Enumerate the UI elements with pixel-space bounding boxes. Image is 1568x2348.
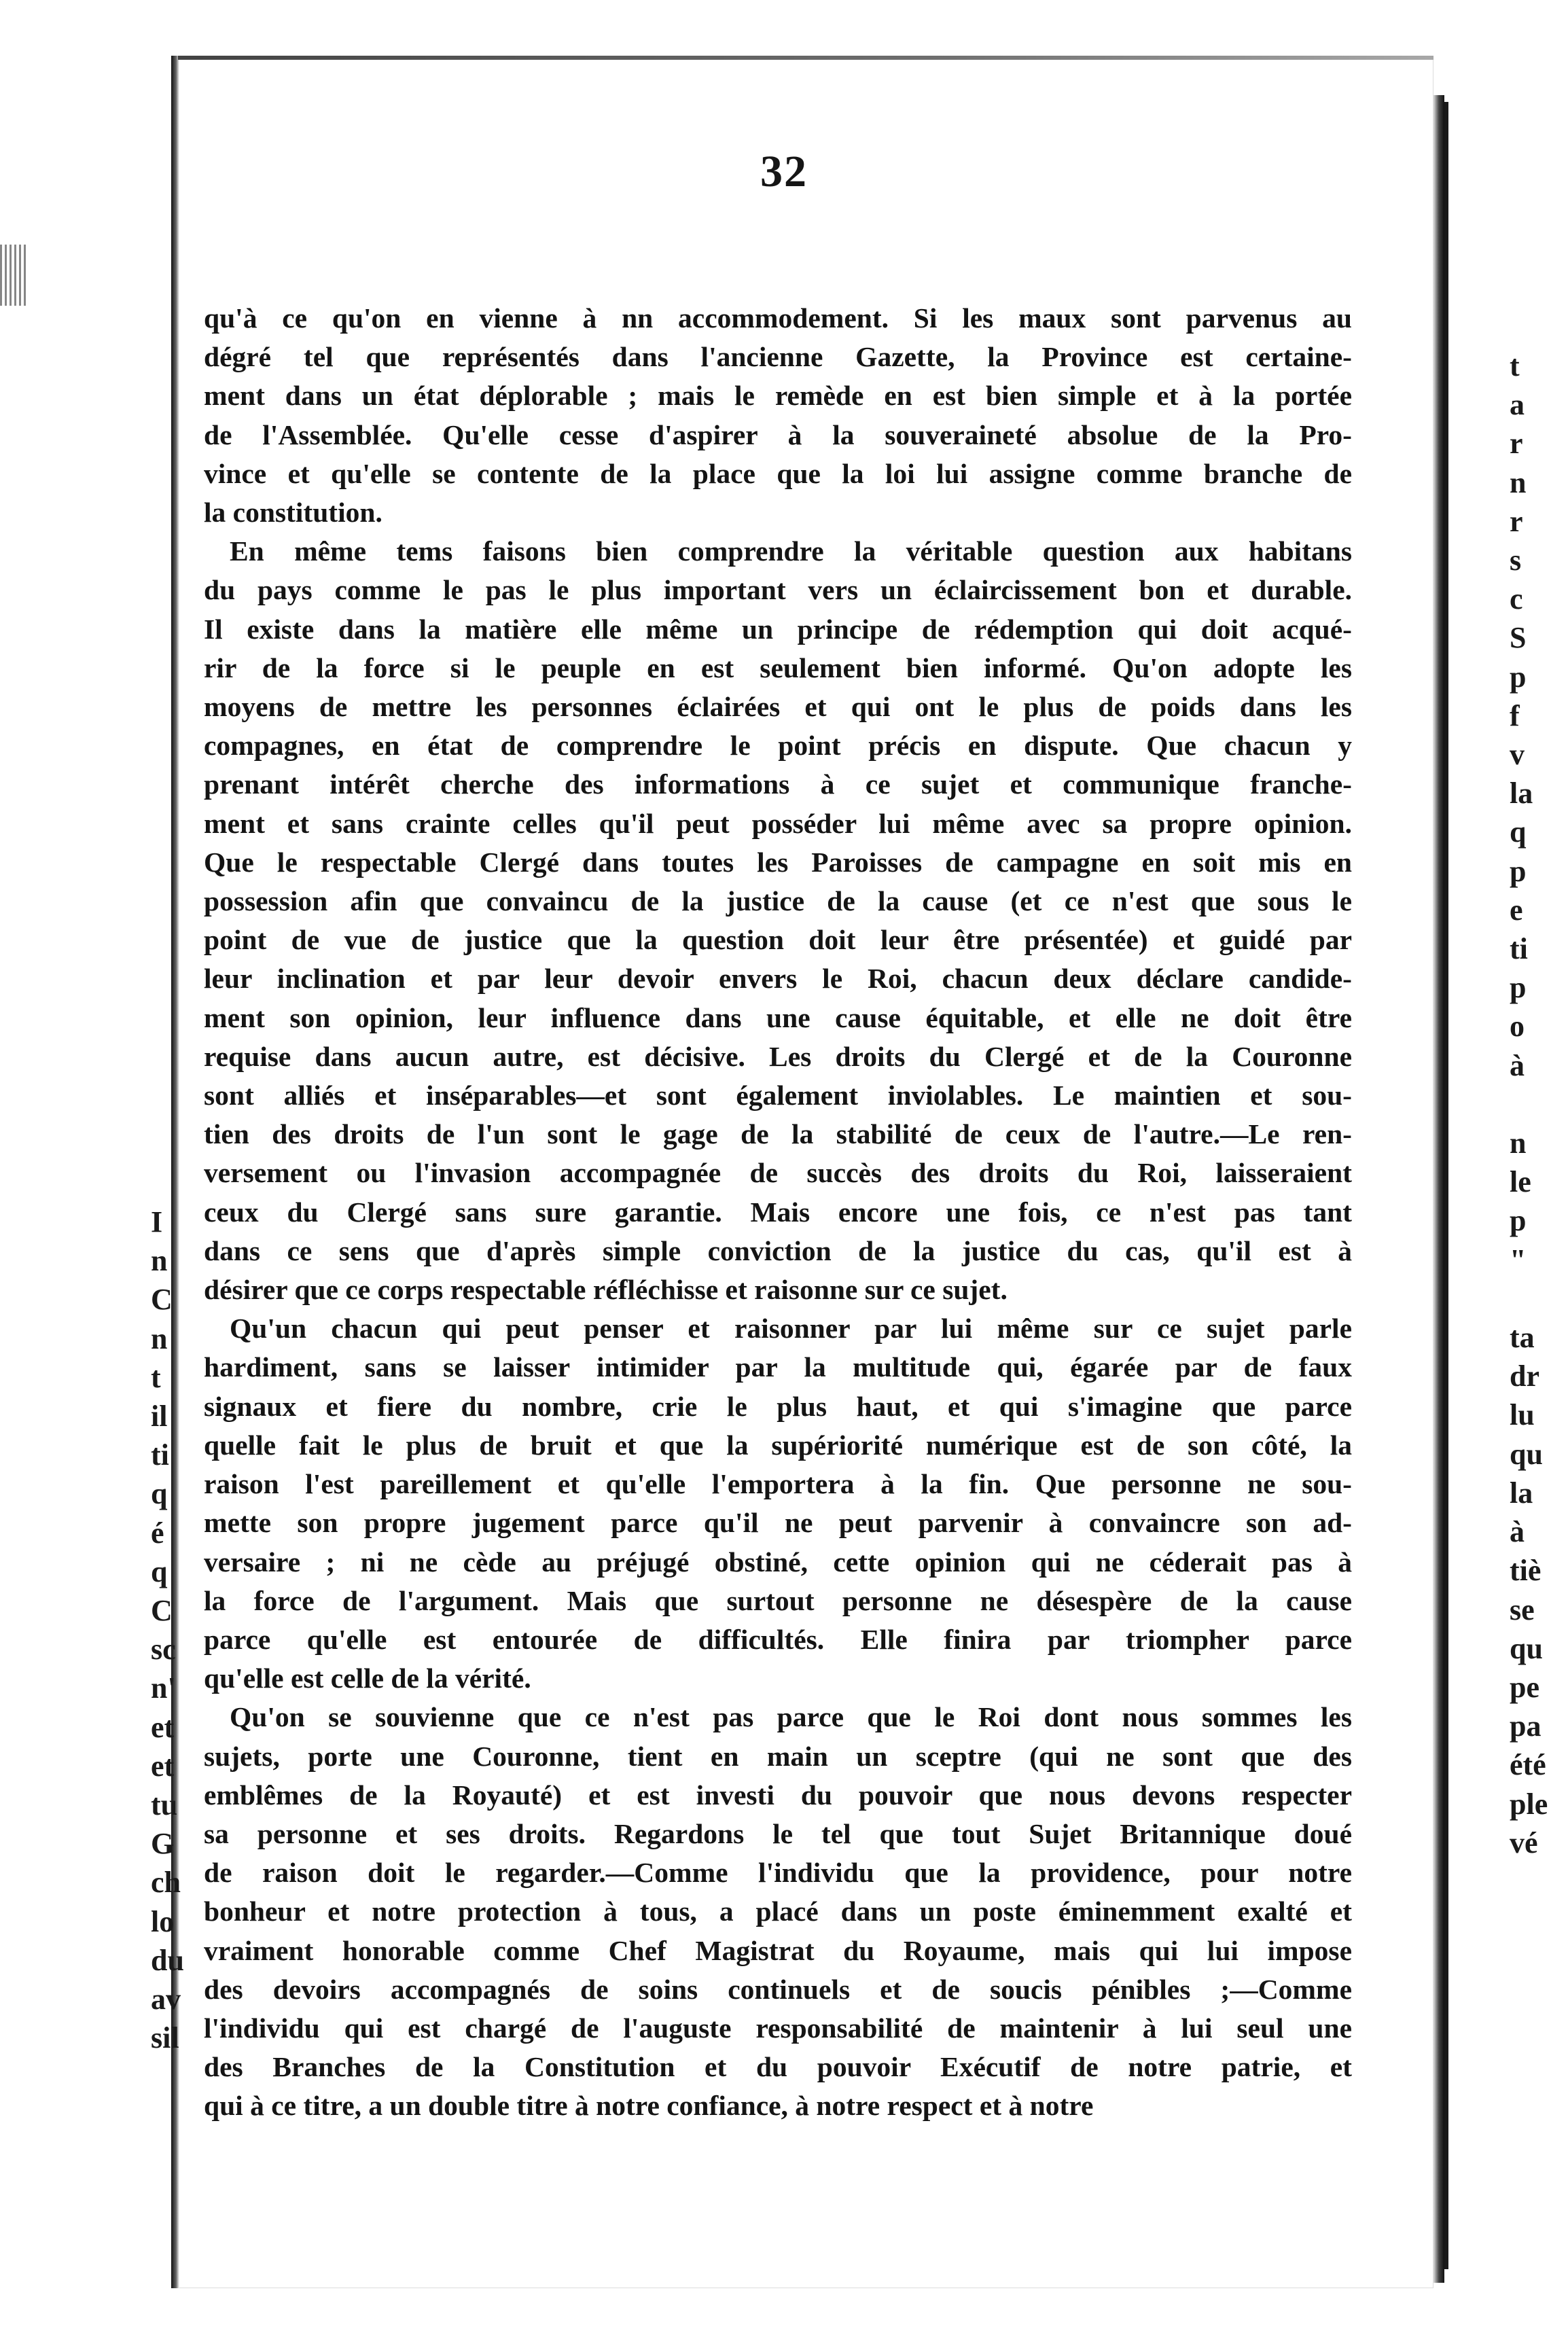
text-line: moyens de mettre les personnes éclairées et qui ont le plus de poids dans les xyxy=(204,691,1352,723)
text-line: ceux du Clergé sans sure garantie. Mais encore une fois, ce n'est pas tant xyxy=(204,1196,1352,1228)
text-line: tien des droits de l'un sont le gage de la stabilité de ceux de l'autre.—Le ren- xyxy=(204,1118,1352,1150)
text-line: versaire ; ni ne cède au préjugé obstiné, cette opinion qui ne céderait pas à xyxy=(204,1546,1352,1578)
text-line: la constitution. xyxy=(204,497,382,529)
text-line: signaux et fiere du nombre, crie le plus haut, et qui s'imagine que parce xyxy=(204,1390,1352,1422)
text-line: sujets, porte une Couronne, tient en main un sceptre (qui ne sont que des xyxy=(204,1740,1352,1772)
text-line: quelle fait le plus de bruit et que la supériorité numérique est de son côté, la xyxy=(204,1429,1352,1461)
text-line: vince et qu'elle se contente de la place que la loi lui assigne comme branche de xyxy=(204,457,1352,489)
scan-artifact xyxy=(0,245,27,306)
text-line: Il existe dans la matière elle même un principe de rédemption qui doit acqué- xyxy=(204,613,1352,645)
text-line: Que le respectable Clergé dans toutes les Paroisses de campagne en soit mis en xyxy=(204,846,1352,878)
text-line: vraiment honorable comme Chef Magistrat du Royaume, mais qui lui impose xyxy=(204,1934,1352,1966)
text-line: l'individu qui est chargé de l'auguste responsabilité de maintenir à lui seul une xyxy=(204,2012,1352,2044)
text-line: qu'à ce qu'on en vienne à nn accommodement. Si les maux sont parvenus au xyxy=(204,302,1352,334)
text-line: emblêmes de la Royauté) et est investi du pouvoir que nous devons respecter xyxy=(204,1779,1352,1811)
next-page-edge xyxy=(1444,102,1568,2269)
text-line: ment son opinion, leur influence dans une cause équitable, et elle ne doit être xyxy=(204,1001,1352,1033)
text-line: prenant intérêt cherche des informations à ce sujet et communique franche- xyxy=(204,768,1352,800)
text-line: qui à ce titre, a un double titre à notre confiance, à notre respect et à notre xyxy=(204,2090,1094,2122)
text-line: des Branches de la Constitution et du pouvoir Exécutif de notre patrie, et xyxy=(204,2051,1352,2083)
text-line: Qu'on se souvienne que ce n'est pas parce que le Roi dont nous sommes les xyxy=(230,1701,1352,1733)
text-line: rir de la force si le peuple en est seulement bien informé. Qu'on adopte les xyxy=(204,652,1352,683)
text-line: parce qu'elle est entourée de difficultés. Elle finira par triompher parce xyxy=(204,1623,1352,1655)
paragraph xyxy=(204,299,1352,532)
text-line: leur inclination et par leur devoir envers le Roi, chacun deux déclare candide- xyxy=(204,963,1352,995)
text-line: la force de l'argument. Mais que surtout personne ne désespère de la cause xyxy=(204,1584,1352,1616)
page-top-edge xyxy=(178,56,1433,60)
text-line: ment et sans crainte celles qu'il peut posséder lui même avec sa propre opinion. xyxy=(204,807,1352,839)
text-line: bonheur et notre protection à tous, a placé dans un poste éminemment exalté et xyxy=(204,1896,1352,1927)
text-line: dans ce sens que d'après simple conviction de la justice du cas, qu'il est à xyxy=(204,1234,1352,1266)
paragraph xyxy=(204,1309,1352,1698)
text-line: hardiment, sans se laisser intimider par la multitude qui, égarée par de faux xyxy=(204,1351,1352,1383)
text-line: dégré tel que représentés dans l'ancienne Gazette, la Province est certaine- xyxy=(204,341,1352,373)
text-line: du pays comme le pas le plus important vers un éclaircissement bon et durable. xyxy=(204,574,1352,606)
next-page-fragments-text: t a r n r s c S p f v la q p e ti p o à n le p " ta dr lu qu la à tiè se qu pe pa été ple vé xyxy=(1510,349,1548,1860)
text-line: versement ou l'invasion accompagnée de succès des droits du Roi, laisseraient xyxy=(204,1157,1352,1189)
text-line: qu'elle est celle de la vérité. xyxy=(204,1662,531,1694)
body-text xyxy=(204,299,1352,2126)
previous-page-fragments: I n C n t il ti q é q C sc n' et et tu G ch lo du av sil xyxy=(151,1205,184,2055)
text-line: ment dans un état déplorable ; mais le remède en est bien simple et à la portée xyxy=(204,380,1352,412)
paragraph xyxy=(204,1698,1352,2125)
text-line: Qu'un chacun qui peut penser et raisonner par lui même sur ce sujet parle xyxy=(230,1313,1352,1345)
text-line: sa personne et ses droits. Regardons le tel que tout Sujet Britannique doué xyxy=(204,1817,1352,1849)
text-line: de l'Assemblée. Qu'elle cesse d'aspirer à la souveraineté absolue de la Pro- xyxy=(204,419,1352,450)
text-line: compagnes, en état de comprendre le point précis en dispute. Que chacun y xyxy=(204,730,1352,762)
text-line: désirer que ce corps respectable réfléchisse et raisonne sur ce sujet. xyxy=(204,1274,1008,1306)
book-gutter-shadow xyxy=(1433,95,1444,2283)
text-line: des devoirs accompagnés de soins continuels et de soucis pénibles ;—Comme xyxy=(204,1973,1352,2005)
text-line: de raison doit le regarder.—Comme l'individu que la providence, pour notre xyxy=(204,1857,1352,1889)
text-line: En même tems faisons bien comprendre la véritable question aux habitans xyxy=(230,535,1352,567)
text-line: requise dans aucun autre, est décisive. Les droits du Clergé et de la Couronne xyxy=(204,1040,1352,1072)
paragraph xyxy=(204,532,1352,1309)
text-line: possession afin que convaincu de la justice de la cause (et ce n'est que sous le xyxy=(204,885,1352,917)
text-line: raison l'est pareillement et qu'elle l'emportera à la fin. Que personne ne sou- xyxy=(204,1468,1352,1500)
page-number: 32 xyxy=(760,147,808,196)
text-line: point de vue de justice que la question doit leur être présentée) et guidé par xyxy=(204,924,1352,956)
text-line: mette son propre jugement parce qu'il ne peut parvenir à convaincre son ad- xyxy=(204,1507,1352,1539)
text-line: sont alliés et inséparables—et sont également inviolables. Le maintien et sou- xyxy=(204,1080,1352,1111)
